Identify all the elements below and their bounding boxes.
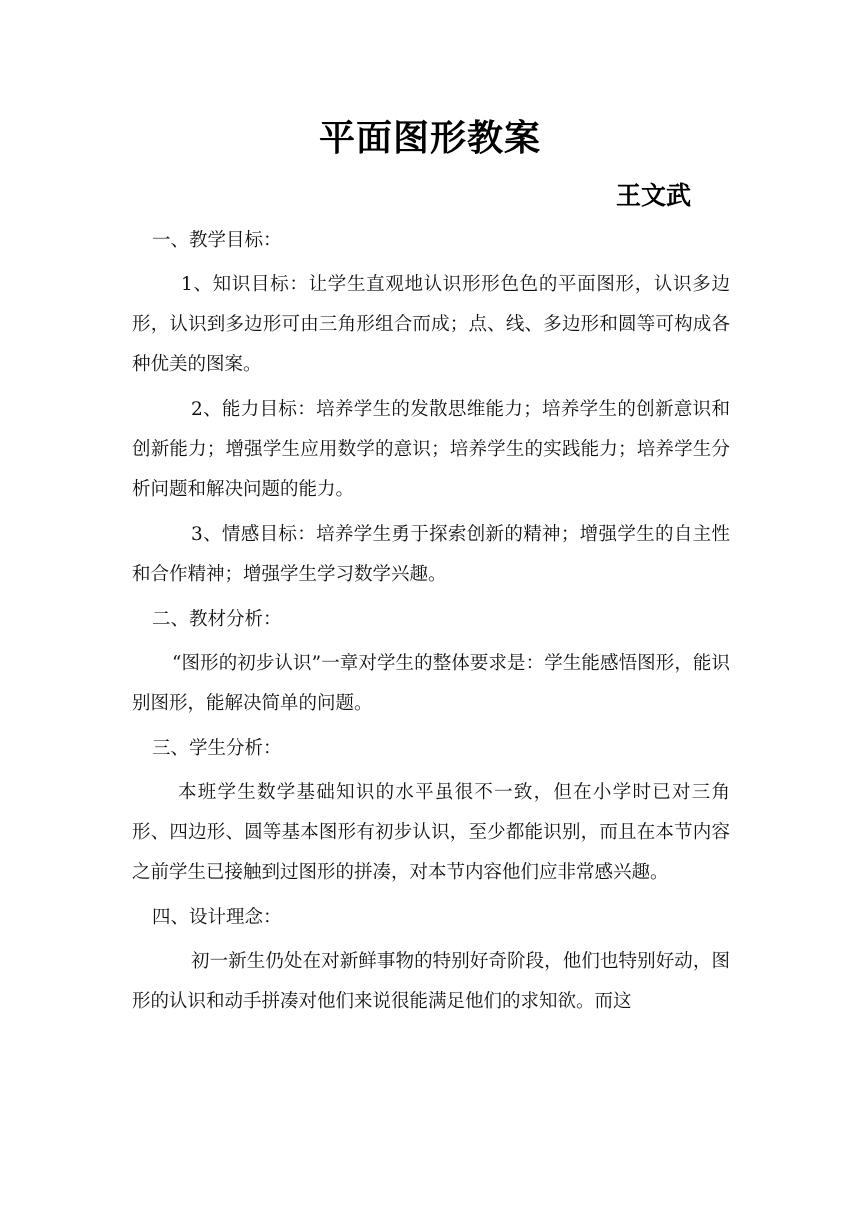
section-heading-textbook: 二、教材分析： — [152, 609, 282, 630]
paragraph-student-analysis: 本班学生数学基础知识的水平虽很不一致，但在小学时已对三角形、四边形、圆等基本图形有初步认识，至少都能识别，而且在本节内容之前学生已接触到过图形的拼凑，对本节内容他们应非常感兴趣。 — [132, 782, 730, 883]
paragraph-emotion-objective: 3、情感目标：培养学生勇于探索创新的精神；增强学生的自主性和合作精神；增强学生学习数学兴趣。 — [132, 524, 730, 585]
paragraph-knowledge-objective: 1、知识目标：让学生直观地认识形形色色的平面图形，认识多边形，认识到多边形可由三角形组合而成；点、线、多边形和圆等可构成各种优美的图案。 — [132, 274, 730, 375]
document-body — [132, 221, 730, 1027]
paragraph-textbook-analysis: “图形的初步认识”一章对学生的整体要求是：学生能感悟图形，能识别图形，能解决简单的问题。 — [132, 653, 730, 714]
document-author: 王文武 — [616, 181, 692, 210]
paragraph-ability-objective: 2、能力目标：培养学生的发散思维能力；培养学生的创新意识和创新能力；增强学生应用数学的意识；培养学生的实践能力；培养学生分析问题和解决问题的能力。 — [132, 399, 730, 500]
document-title: 平面图形教案 — [318, 117, 541, 159]
section-heading-design: 四、设计理念： — [152, 907, 282, 928]
section-heading-students: 三、学生分析： — [152, 738, 282, 759]
section-heading-objectives: 一、教学目标： — [152, 230, 282, 251]
paragraph-design-concept: 初一新生仍处在对新鲜事物的特别好奇阶段，他们也特别好动，图形的认识和动手拼凑对他们来说很能满足他们的求知欲。而这 — [132, 951, 730, 1012]
